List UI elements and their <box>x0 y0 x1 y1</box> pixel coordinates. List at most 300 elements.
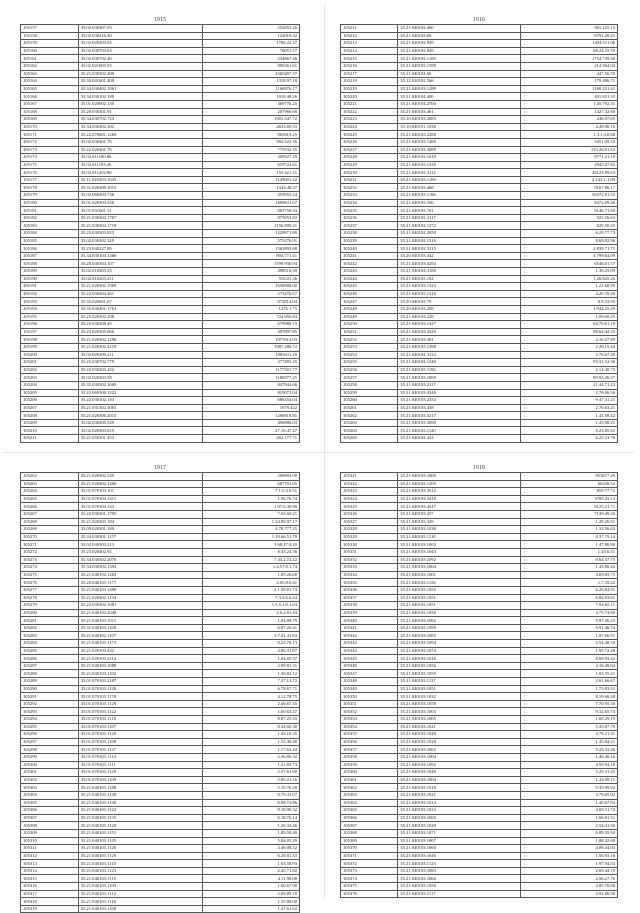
amount-cell: 5.10.76.28 <box>202 784 299 792</box>
table-row <box>341 93 618 101</box>
account-code-cell: 35.21.040103.2288 <box>398 131 521 139</box>
amount-cell: 1.56.93.16 <box>521 852 618 860</box>
table-row <box>21 495 300 503</box>
account-code-cell: 35.21.040103.438 <box>398 404 521 412</box>
account-code-cell: 35.21.040103.3418 <box>398 495 521 503</box>
account-code-cell: 35.02.030216.30 <box>78 32 202 40</box>
amount-cell: 273276.67 <box>202 290 299 298</box>
record-id-cell: 105244 <box>341 275 398 283</box>
table-row <box>21 526 300 534</box>
record-id-cell: 105205 <box>21 389 79 397</box>
table-row <box>341 647 618 655</box>
record-id-cell: 105174 <box>21 154 79 162</box>
table-row <box>341 404 618 412</box>
amount-cell: 2.6.2.81.43 <box>202 609 299 617</box>
amount-cell: 1.19.66.51.78 <box>202 533 299 541</box>
record-id-cell: 105311 <box>21 845 79 853</box>
record-id-cell: 105322 <box>341 480 398 488</box>
amount-cell: 1.52.40.48 <box>202 738 299 746</box>
amount-cell: 6.87.26.41 <box>202 624 299 632</box>
account-code-cell: 35.21.040103.461 <box>398 108 521 116</box>
record-id-cell: 105308 <box>21 822 79 830</box>
amount-cell: 1.66.81.51 <box>521 814 618 822</box>
record-id-cell: 105248 <box>341 305 398 313</box>
table-row <box>341 161 618 169</box>
account-code-cell: 35.21.040103.1110 <box>78 860 202 868</box>
record-id-cell: 105299 <box>21 753 79 761</box>
amount-cell: 477495.45 <box>202 359 299 367</box>
amount-cell: 4.49.96.16 <box>521 123 618 131</box>
amount-cell: 9167.86.17 <box>521 184 618 192</box>
amount-cell: 865758.33 <box>202 207 299 215</box>
record-id-cell: 105258 <box>341 381 398 389</box>
account-code-cell: 35.30.041601.400 <box>78 78 202 86</box>
record-id-cell: 105343 <box>341 640 398 648</box>
amount-cell: 2.76.06.56 <box>521 389 618 397</box>
account-code-cell: 35.25.030303.823 <box>78 230 202 238</box>
amount-cell: 447.56.59 <box>521 70 618 78</box>
account-code-cell: 35.31.020200.1015 <box>78 184 202 192</box>
record-id-cell: 105222 <box>341 108 398 116</box>
record-id-cell: 105368 <box>341 829 398 837</box>
record-id-cell: 105263 <box>341 419 398 427</box>
amount-cell: 469776.25 <box>202 100 299 108</box>
amount-cell: 4.85.70.66 <box>521 883 618 891</box>
amount-cell: 1.95.72.28 <box>521 647 618 655</box>
record-id-cell: 105226 <box>341 138 398 146</box>
table-row <box>341 351 618 359</box>
amount-cell: 7.43.2.72.22 <box>202 556 299 564</box>
table-row <box>341 169 618 177</box>
amount-cell: 66238.52 <box>521 480 618 488</box>
amount-cell: 4.59.94.18 <box>521 761 618 769</box>
table-row <box>341 564 618 572</box>
amount-cell: 1318.97.18 <box>202 78 299 86</box>
amount-cell: 4.12.78.75 <box>202 693 299 701</box>
record-id-cell: 105358 <box>341 753 398 761</box>
record-id-cell: 105211 <box>21 435 79 443</box>
record-id-cell: 105223 <box>341 116 398 124</box>
amount-cell: 896361.61 <box>202 62 299 70</box>
amount-cell: 1754.739.40 <box>521 55 618 63</box>
account-code-cell: 35.02.060203.736 <box>78 192 202 200</box>
table-row <box>341 814 618 822</box>
table-row <box>341 845 618 853</box>
record-id-cell: 105264 <box>21 488 79 496</box>
amount-cell: 1.88.42.68 <box>521 837 618 845</box>
record-id-cell: 105313 <box>21 860 79 868</box>
amount-cell: 1.7.35.22 <box>521 579 618 587</box>
account-code-cell: 35.21.040103.3217 <box>398 412 521 420</box>
record-id-cell: 105234 <box>341 199 398 207</box>
table-row <box>21 222 300 230</box>
account-code-cell: 35.21.040103.1099 <box>398 624 521 632</box>
table-row <box>341 305 618 313</box>
amount-cell: 4.78.21.31 <box>521 731 618 739</box>
account-code-cell: 35.01.070103.1178 <box>78 693 202 701</box>
record-id-cell: 105268 <box>21 518 79 526</box>
record-id-cell: 105163 <box>21 70 79 78</box>
amount-cell: 6.25.21.76 <box>521 435 618 443</box>
account-code-cell: 35.21.040103.1066 <box>398 875 521 883</box>
amount-cell: 1.26.33.46 <box>202 822 299 830</box>
table-row <box>21 624 300 632</box>
table-row <box>21 366 300 374</box>
record-id-cell: 105189 <box>21 268 79 276</box>
table-row <box>341 108 618 116</box>
amount-cell: 1.68.29.19 <box>521 716 618 724</box>
account-code-cell: 35.02.020303.58 <box>78 374 202 382</box>
amount-cell: 2.05.8.0.41 <box>202 579 299 587</box>
account-code-cell: 35.21.040102.3315 <box>398 245 521 253</box>
amount-cell: 496886.03 <box>202 419 299 427</box>
table-row <box>341 154 618 162</box>
table-row <box>341 829 618 837</box>
account-code-cell: 35.21.040103.1050 <box>398 609 521 617</box>
amount-cell: 7 1.0.4.0.51 <box>202 488 299 496</box>
table-row <box>21 40 300 48</box>
record-id-cell: 105262 <box>341 412 398 420</box>
account-code-cell: 35.21.040103.1055 <box>398 586 521 594</box>
record-id-cell: 105356 <box>341 738 398 746</box>
table-row <box>341 252 618 260</box>
account-code-cell: 35.21.040103.1140 <box>78 799 202 807</box>
amount-cell: 667701.05 <box>202 480 299 488</box>
account-code-cell: 35.21.040102.2950 <box>398 230 521 238</box>
account-code-cell: 35.21.040103.1490 <box>78 586 202 594</box>
table-row <box>21 685 300 693</box>
account-code-cell: 35.21.040102.1263 <box>78 571 202 579</box>
table-row <box>21 799 300 807</box>
record-id-cell: 105303 <box>21 784 79 792</box>
amount-cell: 2.56.27.76 <box>521 875 618 883</box>
record-id-cell: 105277 <box>21 586 79 594</box>
table-row <box>341 389 618 397</box>
amount-cell: 7.3.9.6.6.44 <box>202 594 299 602</box>
record-id-cell: 105221 <box>341 100 398 108</box>
record-id-cell: 105219 <box>341 85 398 93</box>
amount-cell: 89.93.26.27 <box>521 374 618 382</box>
account-code-cell: 35.21.040103.1137 <box>398 678 521 686</box>
table-row <box>341 609 618 617</box>
account-code-cell: 35.21.020303.184 <box>78 518 202 526</box>
record-id-cell: 105347 <box>341 670 398 678</box>
amount-cell: 8.69.92.96 <box>521 237 618 245</box>
table-row <box>341 32 618 40</box>
table-row <box>341 632 618 640</box>
amount-cell: 8.87.25.33 <box>202 716 299 724</box>
amount-cell: 1.21.68.99 <box>521 283 618 291</box>
amount-cell: 1186977.25 <box>202 374 299 382</box>
table-row <box>341 397 618 405</box>
record-id-cell: 105284 <box>21 640 79 648</box>
record-id-cell: 105373 <box>341 867 398 875</box>
amount-cell: 1.944.25.29 <box>521 305 618 313</box>
record-id-cell: 105161 <box>21 55 79 63</box>
account-code-cell: 35.21.040103.1051 <box>398 602 521 610</box>
record-id-cell: 105230 <box>341 169 398 177</box>
account-code-cell: 35.21.020103.432 <box>78 647 202 655</box>
account-code-cell: 35.21.031302.1063 <box>78 404 202 412</box>
table-row <box>21 100 300 108</box>
record-id-cell: 105365 <box>341 807 398 815</box>
record-id-cell: 105165 <box>21 85 79 93</box>
record-id-cell: 105366 <box>341 814 398 822</box>
table-row <box>341 146 618 154</box>
record-id-cell: 105359 <box>341 761 398 769</box>
account-code-cell: 35.01.070103.1108 <box>78 738 202 746</box>
amount-cell: 1562893.68 <box>202 245 299 253</box>
amount-cell: 1.43.10.35 <box>202 731 299 739</box>
amount-cell: 76051.57 <box>202 47 299 55</box>
record-id-cell: 105289 <box>21 678 79 686</box>
record-id-cell: 105328 <box>341 526 398 534</box>
amount-cell: 1.89.26.68 <box>202 571 299 579</box>
account-code-cell: 35.21.040104.60 <box>398 70 521 78</box>
record-id-cell: 105166 <box>21 93 79 101</box>
table-row <box>21 898 300 906</box>
account-code-cell: 35.22.030204.461 <box>78 290 202 298</box>
table-row <box>341 260 618 268</box>
amount-cell: 207966.68 <box>202 108 299 116</box>
table-row <box>341 807 618 815</box>
amount-cell: 1.89.58.40 <box>202 829 299 837</box>
amount-cell: 629.50.25 <box>521 222 618 230</box>
table-row <box>21 700 300 708</box>
record-id-cell: 105251 <box>341 328 398 336</box>
amount-cell: 6.78.67.71 <box>202 685 299 693</box>
table-row <box>21 70 300 78</box>
table-row <box>341 374 618 382</box>
account-code-cell: 35.21.040103.1103 <box>78 883 202 891</box>
record-id-cell: 105334 <box>341 571 398 579</box>
record-id-cell: 105236 <box>341 214 398 222</box>
record-id-cell: 105355 <box>341 731 398 739</box>
account-code-cell: 35.22.030302.1081 <box>78 602 202 610</box>
record-id-cell: 105315 <box>21 875 79 883</box>
table-row <box>341 488 618 496</box>
table-row <box>341 480 618 488</box>
record-id-cell: 105349 <box>341 685 398 693</box>
account-code-cell: 35.20.040103.79 <box>398 298 521 306</box>
amount-cell: 961.125.13 <box>521 25 618 33</box>
table-row <box>341 556 618 564</box>
amount-cell: 6.84.83.61 <box>521 594 618 602</box>
record-id-cell: 105305 <box>21 799 79 807</box>
table-row <box>341 412 618 420</box>
amount-cell: 2.36.86.32 <box>202 753 299 761</box>
table-row <box>21 199 300 207</box>
table-row <box>341 85 618 93</box>
table-row <box>21 47 300 55</box>
account-code-cell: 35.31.040103.1108 <box>78 624 202 632</box>
amount-cell: 1.60.63.37 <box>202 708 299 716</box>
amount-cell: 214.564.04 <box>521 62 618 70</box>
record-id-cell: 105371 <box>341 852 398 860</box>
table-row <box>341 662 618 670</box>
table-row <box>341 624 618 632</box>
account-code-cell: 35.21.040103.1005 <box>398 716 521 724</box>
record-id-cell: 105237 <box>341 222 398 230</box>
table-row <box>341 731 618 739</box>
record-id-cell: 105181 <box>21 207 79 215</box>
table-row <box>341 685 618 693</box>
record-id-cell: 105245 <box>341 283 398 291</box>
account-code-cell: 35.20.040103.342 <box>398 252 521 260</box>
amount-cell: 3.92.86.90 <box>521 890 618 898</box>
record-id-cell: 105290 <box>21 685 79 693</box>
account-code-cell: 35.21.040103.1003 <box>398 708 521 716</box>
record-id-cell: 105263 <box>21 480 79 488</box>
account-code-cell: 35.21.040103.1316 <box>398 290 521 298</box>
table-row <box>21 427 300 435</box>
record-id-cell: 105182 <box>21 214 79 222</box>
table-row <box>21 518 300 526</box>
table-row <box>21 678 300 686</box>
table-row <box>341 313 618 321</box>
record-id-cell: 105203 <box>21 374 79 382</box>
record-id-cell: 105341 <box>341 624 398 632</box>
table-row <box>21 548 300 556</box>
account-code-cell: 35.21.040103.1011 <box>78 617 202 625</box>
amount-cell: 1083411.29 <box>202 351 299 359</box>
table-row <box>341 746 618 754</box>
table-row <box>21 123 300 131</box>
table-row <box>21 184 300 192</box>
record-id-cell: 105213 <box>341 40 398 48</box>
table-row <box>341 860 618 868</box>
amount-cell: 992.522.36 <box>202 138 299 146</box>
table-row <box>341 617 618 625</box>
record-id-cell: 105317 <box>21 890 79 898</box>
table-row <box>341 70 618 78</box>
table-row <box>21 875 300 883</box>
record-id-cell: 105264 <box>341 427 398 435</box>
account-code-cell: 35.01.031601.51 <box>78 207 202 215</box>
table-row <box>341 275 618 283</box>
amount-cell: 8.34.60.38 <box>202 723 299 731</box>
account-code-cell: 35.21.020402.1134 <box>78 594 202 602</box>
record-id-cell: 105265 <box>341 435 398 443</box>
ledger-panel-1916 <box>340 16 618 443</box>
account-code-cell: 35.21.040103.4346 <box>398 389 521 397</box>
account-code-cell: 35.01.070104.1411 <box>78 495 202 503</box>
amount-cell: 1901.547.72 <box>202 116 299 124</box>
account-code-cell: 35.35.020601.67 <box>78 298 202 306</box>
record-id-cell: 105214 <box>341 47 398 55</box>
account-code-cell: 35.34.030302.2070 <box>78 556 202 564</box>
amount-cell: 4.799.64.09 <box>521 252 618 260</box>
record-id-cell: 105312 <box>21 852 79 860</box>
table-row <box>21 85 300 93</box>
record-id-cell: 105327 <box>341 518 398 526</box>
table-row <box>21 359 300 367</box>
amount-cell: 7.03.60.21 <box>202 510 299 518</box>
table-row <box>21 207 300 215</box>
amount-cell: 9.35.99.92 <box>521 784 618 792</box>
account-code-cell: 35.21.040103.1016 <box>398 655 521 663</box>
account-code-cell: 35.20.040103.208 <box>398 305 521 313</box>
amount-cell: 1.35.88.00 <box>202 898 299 906</box>
row-divider <box>4 452 634 453</box>
table-row <box>341 822 618 830</box>
account-code-cell: 35.02.030303.213 <box>78 541 202 549</box>
record-id-cell: 105265 <box>21 495 79 503</box>
amount-cell: 1.04.88.79 <box>202 617 299 625</box>
amount-cell: 859.77.72 <box>521 488 618 496</box>
amount-cell: 1.21.83.73 <box>202 761 299 769</box>
account-code-cell: 35.21.020302.1969 <box>78 283 202 291</box>
amount-cell: 246.97.65 <box>521 116 618 124</box>
table-row <box>21 822 300 830</box>
record-id-cell: 105309 <box>21 829 79 837</box>
table-row <box>341 655 618 663</box>
table-row <box>341 723 618 731</box>
record-id-cell: 105228 <box>341 154 398 162</box>
account-code-cell: 35.01.020303.336 <box>78 199 202 207</box>
account-code-cell: 35.21.040103.1110 <box>398 533 521 541</box>
ledger-panel-1917 <box>20 464 300 913</box>
account-code-cell: 35.21.040103.1083 <box>398 867 521 875</box>
account-code-cell: 35.21.020103.2114 <box>78 655 202 663</box>
table-row <box>21 594 300 602</box>
record-id-cell: 105249 <box>341 313 398 321</box>
amount-cell: 1166976.17 <box>202 85 299 93</box>
record-id-cell: 105325 <box>341 503 398 511</box>
amount-cell: 4.16.49.64 <box>521 662 618 670</box>
record-id-cell: 105266 <box>21 503 79 511</box>
account-code-cell: 35.01.070103.1114 <box>78 753 202 761</box>
amount-cell: 2.14.40.73 <box>521 366 618 374</box>
table-row <box>21 488 300 496</box>
record-id-cell: 105324 <box>341 495 398 503</box>
record-id-cell: 105252 <box>341 336 398 344</box>
account-code-cell: 35.21.040103.468 <box>398 184 521 192</box>
amount-cell: 1.24.89.97.17 <box>202 518 299 526</box>
account-code-cell: 35.21.040104.423 <box>398 435 521 443</box>
record-id-cell: 105158 <box>21 32 79 40</box>
account-code-cell: 35.21.040103.1056 <box>398 662 521 670</box>
table-row <box>21 784 300 792</box>
amount-cell: 4.69.83.75 <box>521 571 618 579</box>
table-row <box>21 655 300 663</box>
amount-cell: 2633.69.53 <box>202 123 299 131</box>
table-row <box>341 495 618 503</box>
amount-cell: 3789.43.13 <box>521 495 618 503</box>
table-row <box>341 526 618 534</box>
account-code-cell: 35.25.030208.45 <box>78 321 202 329</box>
table-row <box>341 268 618 276</box>
amount-cell: 491.651.35 <box>521 93 618 101</box>
table-row <box>341 176 618 184</box>
record-id-cell: 105331 <box>341 548 398 556</box>
record-id-cell: 105307 <box>21 814 79 822</box>
record-id-cell: 105281 <box>21 617 79 625</box>
table-row <box>21 381 300 389</box>
account-code-cell: 35.21.040103.1048 <box>398 731 521 739</box>
table-row <box>21 890 300 898</box>
amount-cell: 1.97.6.30.90 <box>202 503 299 511</box>
account-code-cell: 35.21.040103.1092 <box>398 761 521 769</box>
table-row <box>21 905 300 913</box>
account-code-cell: 35.21.020402.1400 <box>78 480 202 488</box>
account-code-cell: 35.21.040103.1339 <box>398 161 521 169</box>
account-code-cell: 35.21.040103.1000 <box>398 473 521 481</box>
record-id-cell: 105195 <box>21 313 79 321</box>
account-code-cell: 35.21.040103.1120 <box>398 427 521 435</box>
record-id-cell: 105192 <box>21 290 79 298</box>
amount-cell: 497897.85 <box>202 328 299 336</box>
